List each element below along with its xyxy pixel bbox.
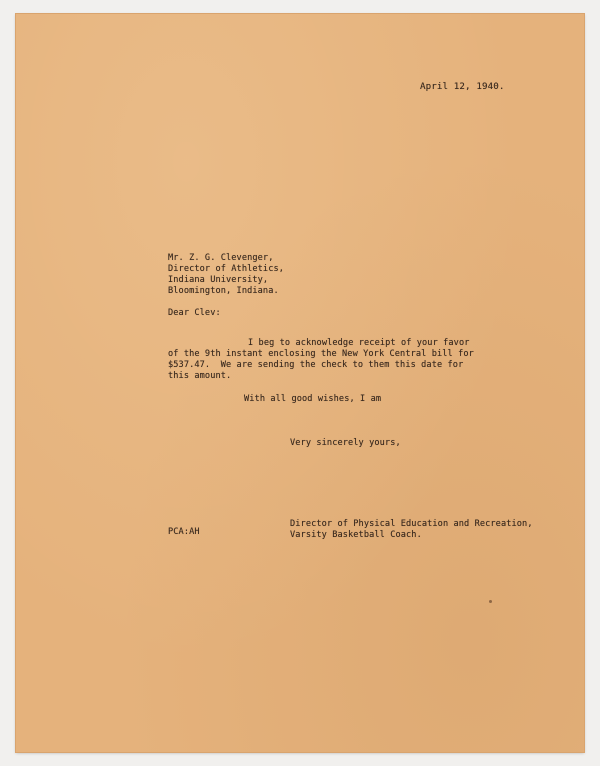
signature-title-line-2: Varsity Basketball Coach. <box>290 530 422 540</box>
complimentary-closing: Very sincerely yours, <box>290 438 401 448</box>
body-line-3: $537.47. We are sending the check to them this date for <box>168 360 464 370</box>
letter-date: April 12, 1940. <box>420 81 505 92</box>
typist-initials: PCA:AH <box>168 527 200 537</box>
recipient-name: Mr. Z. G. Clevenger, <box>168 253 274 263</box>
salutation: Dear Clev: <box>168 308 221 318</box>
body-line-2: of the 9th instant enclosing the New York Central bill for <box>168 349 474 359</box>
good-wishes-line: With all good wishes, I am <box>244 394 382 404</box>
body-line-4: this amount. <box>168 371 232 381</box>
recipient-title: Director of Athletics, <box>168 264 285 274</box>
recipient-institution: Indiana University, <box>168 275 269 285</box>
letter-page <box>16 14 584 752</box>
signature-title-line-1: Director of Physical Education and Recreation, <box>290 519 533 529</box>
body-line-1: I beg to acknowledge receipt of your favor <box>248 338 470 348</box>
recipient-city: Bloomington, Indiana. <box>168 286 279 296</box>
ink-speck <box>489 600 492 603</box>
